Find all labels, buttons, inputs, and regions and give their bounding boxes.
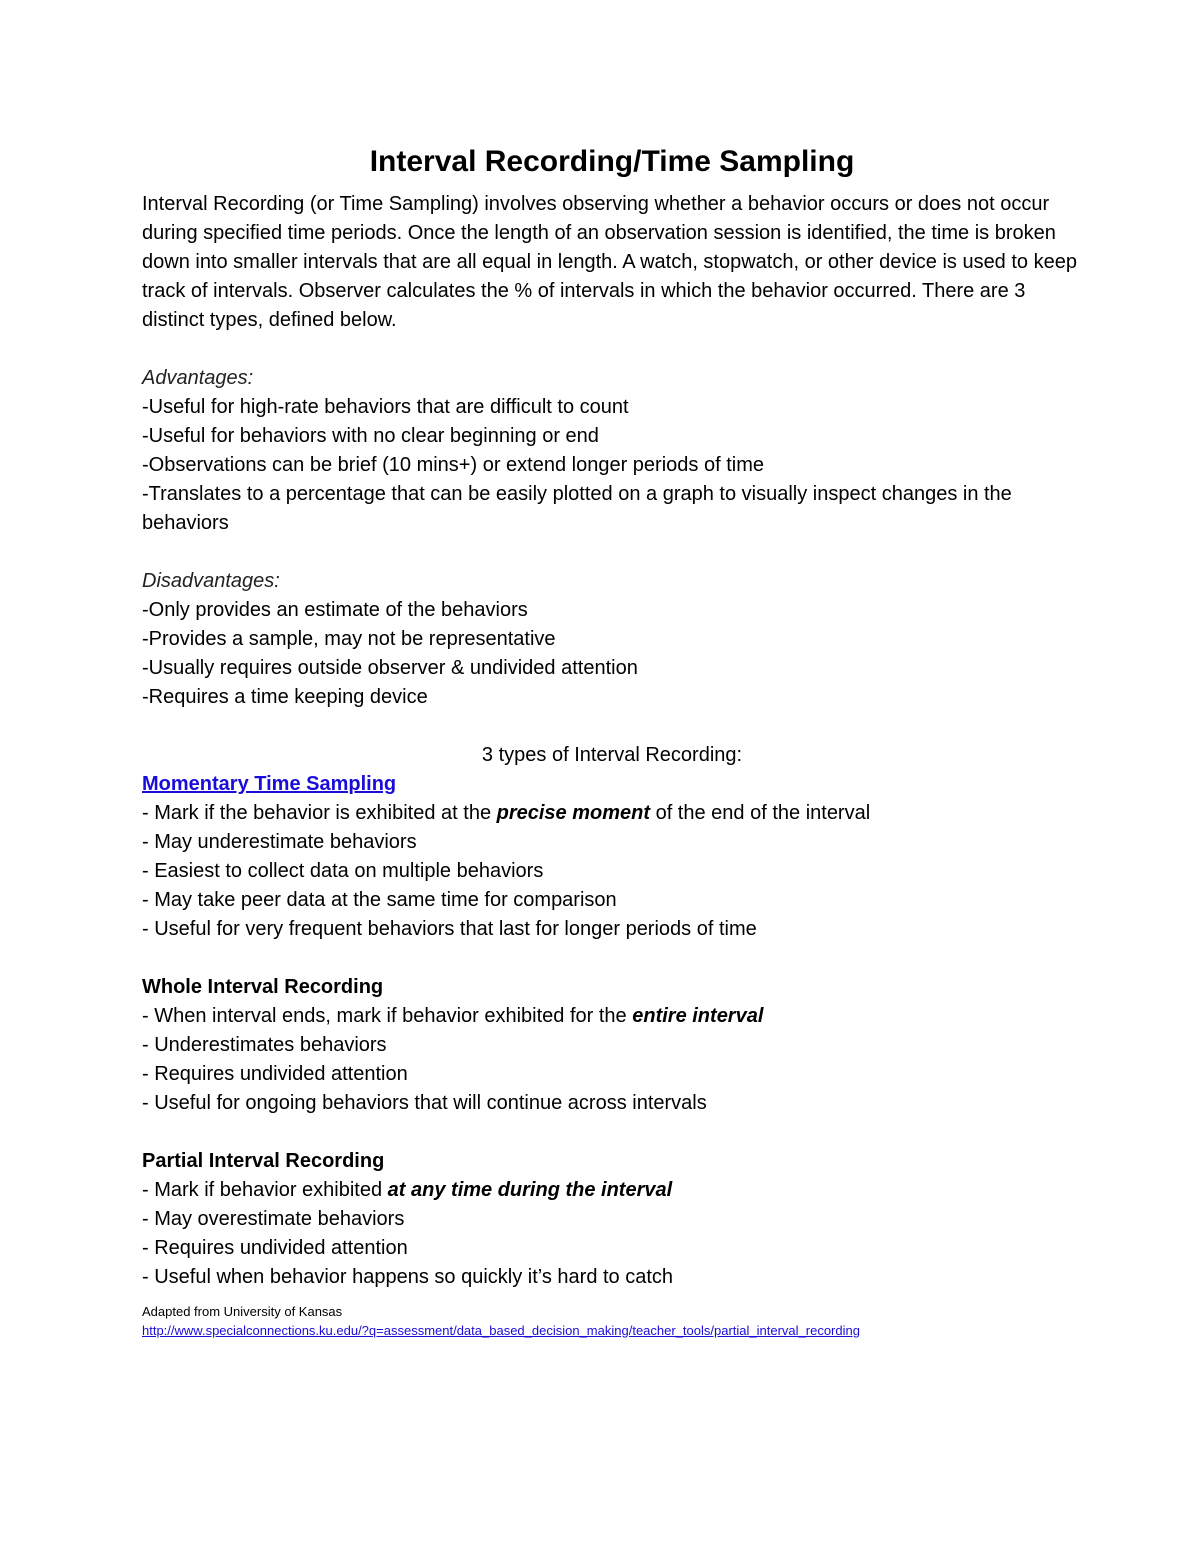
momentary-section <box>142 741 1082 944</box>
partial-item-text: - Mark if behavior exhibited <box>142 1179 388 1201</box>
whole-item: - Requires undivided attention <box>142 1063 408 1085</box>
momentary-item <box>142 799 1082 828</box>
disadvantages-heading: Disadvantages: <box>142 570 280 592</box>
advantages-heading: Advantages: <box>142 367 254 389</box>
partial-item-emphasis: at any time during the interval <box>387 1179 673 1201</box>
advantage-item: -Observations can be brief (10 mins+) or extend longer periods of time <box>142 454 764 476</box>
whole-item <box>142 1002 1082 1031</box>
disadvantage-item: -Only provides an estimate of the behaviors <box>142 599 528 621</box>
partial-item: - May overestimate behaviors <box>142 1208 405 1230</box>
whole-item-emphasis: entire interval <box>632 1005 764 1027</box>
partial-item <box>142 1176 1082 1205</box>
footer <box>142 1302 1082 1340</box>
momentary-item: - May take peer data at the same time for comparison <box>142 889 617 911</box>
advantages-section <box>142 364 1082 538</box>
whole-item: - Useful for ongoing behaviors that will continue across intervals <box>142 1092 707 1114</box>
advantage-item: -Useful for behaviors with no clear beginning or end <box>142 425 599 447</box>
partial-item: - Requires undivided attention <box>142 1237 408 1259</box>
whole-item-text: - When interval ends, mark if behavior exhibited for the <box>142 1005 633 1027</box>
momentary-time-sampling-link[interactable]: Momentary Time Sampling <box>142 773 397 795</box>
momentary-item-text-end: of the end of the interval <box>650 802 871 824</box>
footer-source: Adapted from University of Kansas <box>142 1304 343 1319</box>
disadvantage-item: -Provides a sample, may not be representative <box>142 628 556 650</box>
intro-paragraph: Interval Recording (or Time Sampling) involves observing whether a behavior occurs or does not occur during specified time periods. Once the length of an observation session is identified, the time is broken down into smaller intervals that are all equal in length. A watch, stopwatch, or other device is used to keep track of intervals. Observer calculates the % of intervals in which the behavior occurred. There are 3 distinct types, defined below. <box>142 193 1077 331</box>
partial-interval-heading: Partial Interval Recording <box>142 1150 385 1172</box>
footer-source-link[interactable]: http://www.specialconnections.ku.edu/?q=assessment/data_based_decision_making/teacher_tools/partial_interval_recording <box>142 1323 860 1338</box>
disadvantages-section <box>142 567 1082 712</box>
momentary-item-emphasis: precise moment <box>496 802 651 824</box>
disadvantage-item: -Usually requires outside observer & undivided attention <box>142 657 638 679</box>
whole-item: - Underestimates behaviors <box>142 1034 387 1056</box>
disadvantage-item: -Requires a time keeping device <box>142 686 428 708</box>
momentary-item-text: - Mark if the behavior is exhibited at the <box>142 802 497 824</box>
document-title: Interval Recording/Time Sampling <box>369 145 855 178</box>
document-page <box>142 140 1082 1340</box>
momentary-item: - Easiest to collect data on multiple behaviors <box>142 860 544 882</box>
partial-item: - Useful when behavior happens so quickly it’s hard to catch <box>142 1266 674 1288</box>
whole-interval-heading: Whole Interval Recording <box>142 976 384 998</box>
advantage-item: -Translates to a percentage that can be easily plotted on a graph to visually inspect changes in the behaviors <box>142 483 1012 534</box>
advantage-item: -Useful for high-rate behaviors that are difficult to count <box>142 396 629 418</box>
momentary-item: - May underestimate behaviors <box>142 831 417 853</box>
whole-interval-section <box>142 973 1082 1118</box>
momentary-item: - Useful for very frequent behaviors that last for longer periods of time <box>142 918 757 940</box>
partial-interval-section <box>142 1147 1082 1292</box>
types-heading: 3 types of Interval Recording: <box>481 744 743 766</box>
